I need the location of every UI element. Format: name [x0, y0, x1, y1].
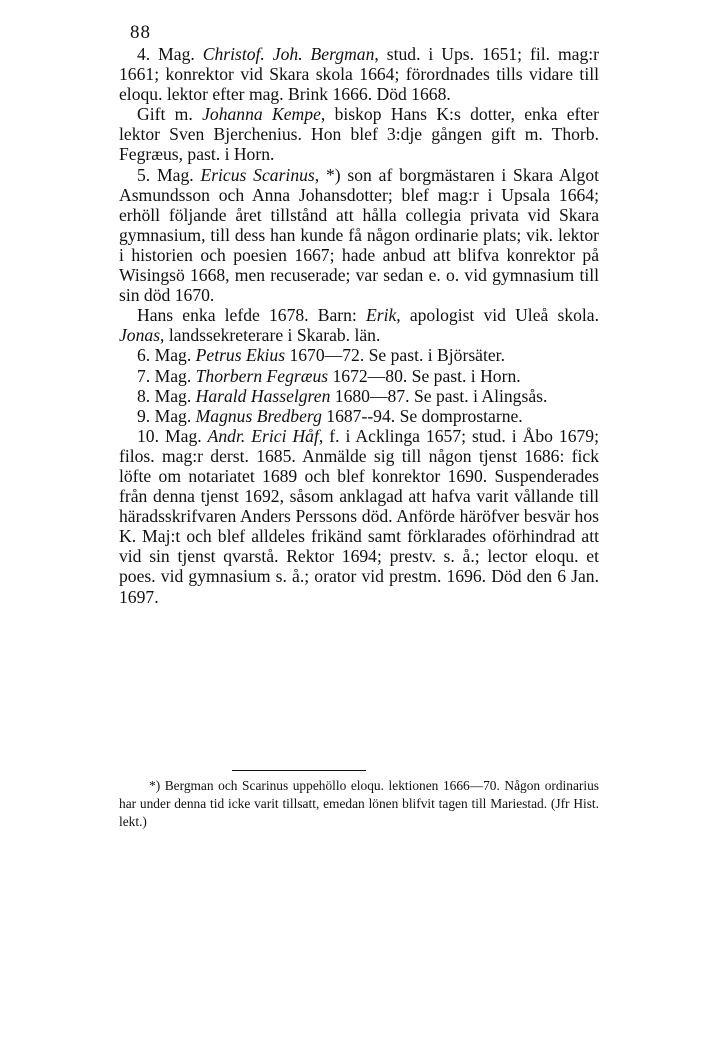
entry-text: 5. Mag.: [137, 164, 201, 185]
entry-paragraph: [119, 104, 599, 164]
entry-text: 6. Mag.: [137, 345, 196, 366]
entry-name: Christof. Joh. Bergman: [202, 44, 375, 64]
entry-text: 8. Mag.: [137, 385, 196, 406]
entry-name: Ericus Scarinus: [200, 164, 315, 185]
entry-paragraph: [119, 366, 599, 386]
footnote-text: *) Bergman och Scarinus uppehöllo eloqu. lektionen 1666—70. Någon ordinarius har under denna tid icke varit tillsatt, emedan lönen blifvit tagen till Mariestad. (Jfr Hist. lekt.): [119, 778, 599, 829]
body-text: [119, 44, 599, 607]
entry-text: 1687--94. Se domprostarne.: [321, 405, 523, 426]
entry-paragraph: [119, 345, 599, 365]
entry-paragraph: [119, 165, 599, 306]
footnote-rule: [232, 770, 366, 771]
entry-text: , landssekreterare i Skarab. län.: [160, 325, 381, 346]
entry-text: , f. i Acklinga 1657; stud. i Åbo 1679; filos. mag:r derst. 1685. Anmälde sig till någon tjenst 1686: fick löfte om notariatet 1689 och blef konrektor 1690. Suspenderades från denna tjenst 1692, såsom anklagad att hafva varit vållande till häradsskrifvaren Anders Perssons död. Anförde häröfver besvär hos K. Maj:t och blef alldeles frikänd samt förklarades oförhindrad att vid sin tjenst qvarstå. Rektor 1694; prestv. s. å.; lector eloqu. et poes. vid gymnasium s. å.; orator vid prestm. 1696. Död den 6 Jan. 1697.: [119, 425, 599, 607]
entry-text: , *) son af borgmästaren i Skara Algot Asmundsson och Anna Johansdotter; blef mag:r i Upsala 1664; erhöll följande året tillstånd att hålla collegia privata vid Skara gymnasium, till dess han kunde få någon ordinarie plats; vik. lektor i historien och poesien 1667; hade anbud att blifva konrektor på Wisingsö 1668, men recuserade; var sedan e. o. vid gymnasium till sin död 1670.: [119, 164, 600, 306]
entry-name: Johanna Kempe: [202, 104, 321, 125]
entry-text: , apologist vid Uleå skola.: [396, 305, 600, 326]
entry-name: Petrus Ekius: [195, 345, 286, 366]
entry-text: 1672—80. Se past. i Horn.: [328, 365, 521, 386]
entry-name: Magnus Bredberg: [195, 405, 322, 426]
page-number: 88: [130, 22, 151, 43]
footnote: [119, 777, 599, 831]
entry-paragraph: [119, 386, 599, 406]
entry-text: 4. Mag.: [137, 44, 203, 64]
entry-paragraph: [119, 305, 599, 345]
entry-name: Jonas: [119, 325, 161, 346]
entry-text: 10. Mag.: [137, 425, 208, 446]
entry-paragraph: [119, 406, 599, 426]
entry-paragraph: [119, 426, 599, 607]
entry-name: Andr. Erici Håf: [207, 425, 319, 446]
entry-text: 1680—87. Se past. i Alingsås.: [330, 385, 548, 406]
entry-name: Erik: [365, 305, 397, 326]
entry-name: Harald Hasselgren: [195, 385, 331, 406]
entry-paragraph: [119, 44, 599, 104]
entry-name: Thorbern Fegræus: [195, 365, 329, 386]
entry-text: , stud. i Ups. 1651; fil. mag:r 1661; konrektor vid Skara skola 1664; förordnades tills vidare till eloqu. lektor efter mag. Brink 1666. Död 1668.: [119, 44, 599, 105]
entry-text: 1670—72. Se past. i Björsäter.: [285, 345, 505, 366]
entry-text: , biskop Hans K:s dotter, enka efter lektor Sven Bjerchenius. Hon blef 3:dje gången gift m. Thorb. Fegræus, past. i Horn.: [119, 104, 599, 165]
entry-text: 7. Mag.: [137, 365, 196, 386]
entry-text: Hans enka lefde 1678. Barn:: [137, 305, 366, 326]
entry-text: Gift m.: [137, 104, 203, 125]
entry-text: 9. Mag.: [137, 405, 196, 426]
